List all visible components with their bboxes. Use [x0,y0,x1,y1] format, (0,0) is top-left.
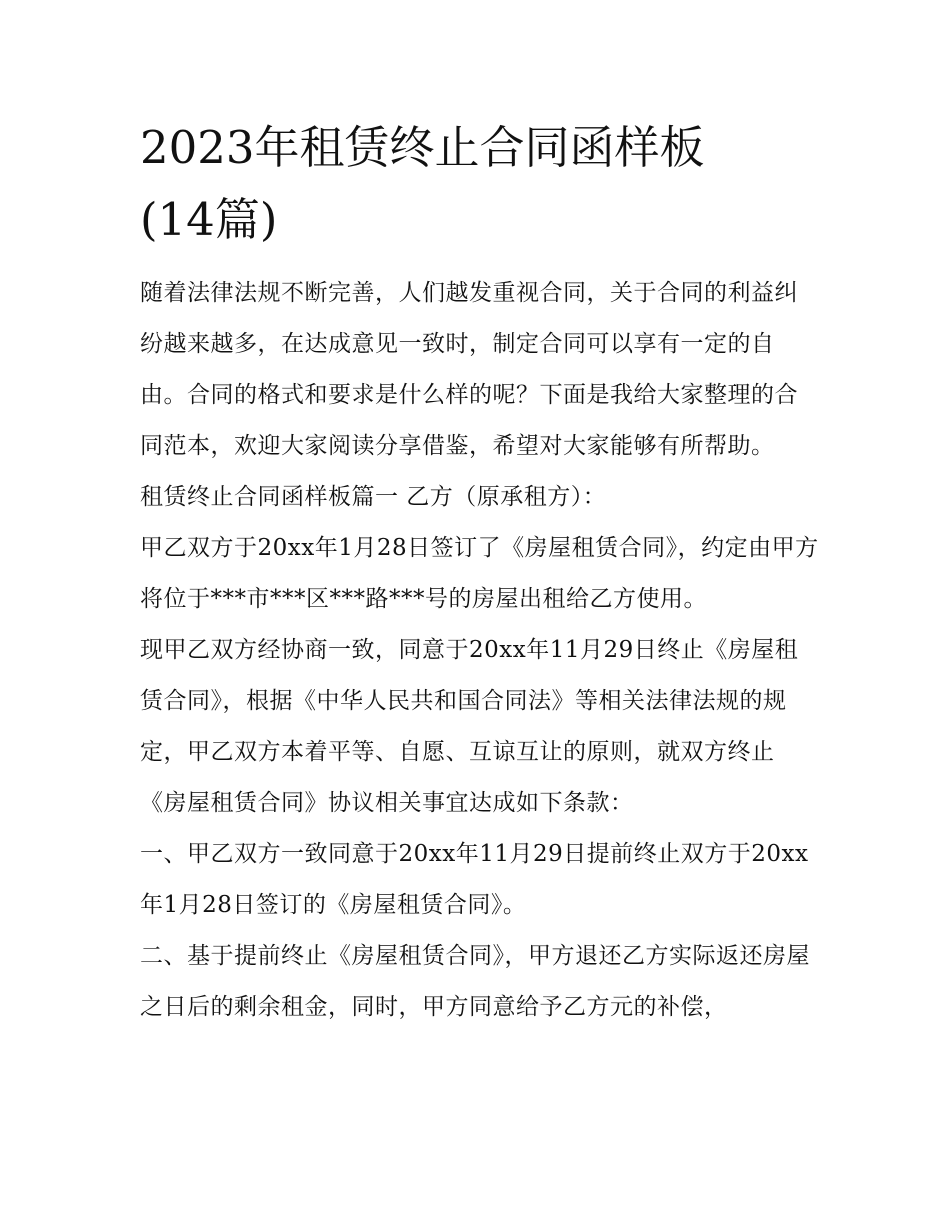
document-title [140,112,820,256]
paragraph-clause-two: 二、基于提前终止《房屋租赁合同》，甲方退还乙方实际返还房屋之日后的剩余租金，同时，甲方同意给予乙方元的补偿， [140,943,810,1020]
document-title-line1: 2023年租赁终止合同函样板 [140,121,705,174]
paragraph-clause-one: 一、甲乙双方一致同意于20xx年11月29日提前终止双方于20xx年1月28日签订的《房屋租赁合同》。 [140,841,809,918]
paragraph-contract-background: 甲乙双方于20xx年1月28日签订了《房屋租赁合同》，约定由甲方将位于***市***区***路***号的房屋出租给乙方使用。 [140,535,819,612]
paragraph-termination-agreement: 现甲乙双方经协商一致，同意于20xx年11月29日终止《房屋租赁合同》，根据《中华人民共和国合同法》等相关法律法规的规定，甲乙双方本着平等、自愿、互谅互让的原则，就双方终止《房屋租赁合同》协议相关事宜达成如下条款： [140,637,799,816]
document-content [140,112,820,1033]
paragraph-intro: 随着法律法规不断完善，人们越发重视合同，关于合同的利益纠纷越来越多，在达成意见一致时，制定合同可以享有一定的自由。合同的格式和要求是什么样的呢？下面是我给大家整理的合同范本，欢迎大家阅读分享借鉴，希望对大家能够有所帮助。 [140,280,798,459]
paragraph-section-heading: 租赁终止合同函样板篇一 乙方（原承租方）： [140,484,607,510]
document-title-line2: (14篇) [140,193,278,246]
